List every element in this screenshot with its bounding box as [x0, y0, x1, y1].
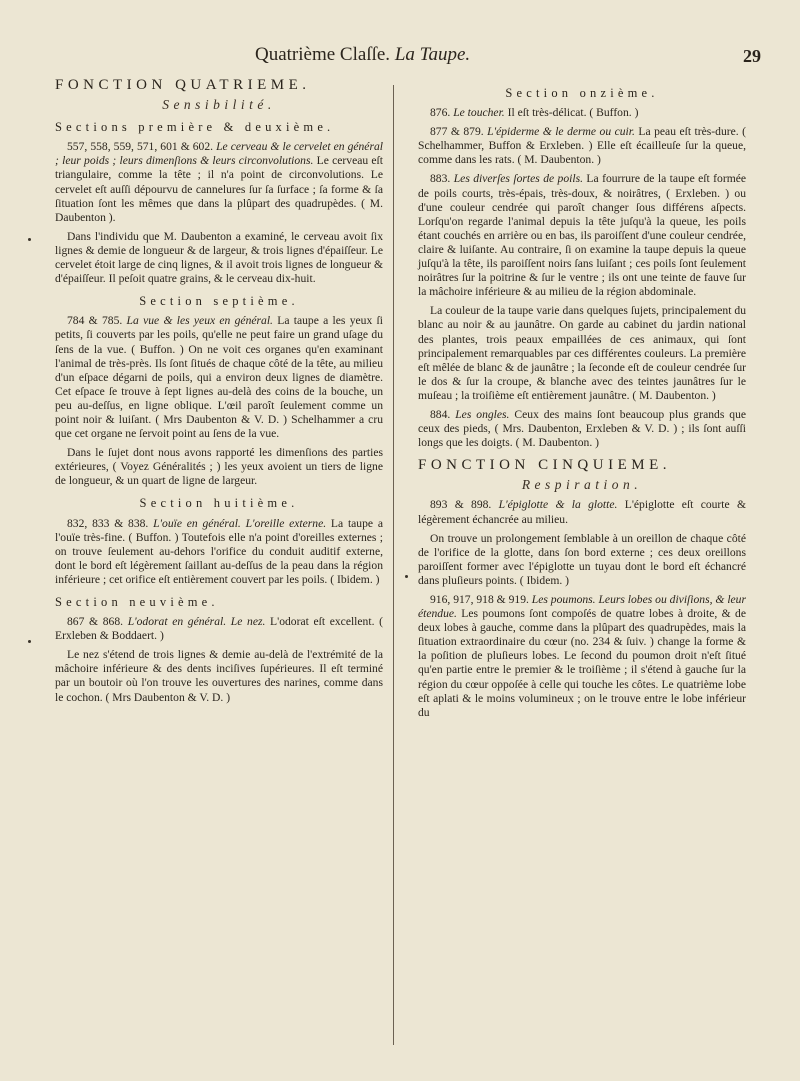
section-heading-9: Section neuvième. [55, 595, 219, 609]
margin-dot [28, 238, 31, 241]
section-heading-7: Section septième. [139, 294, 299, 309]
paragraph-topic: L'ouïe en général. L'oreille externe. [153, 516, 327, 530]
paragraph-number: 893 & 898. [430, 498, 499, 512]
paragraph [55, 615, 383, 643]
paragraph-text: L'épiglotte eſt courte & légèrement échancrée au milieu. [418, 498, 746, 526]
margin-dot [28, 640, 31, 643]
paragraph: La couleur de la taupe varie dans quelques ſujets, principalement du blanc au noir & au jaunâtre. On garde au cabinet du jardin national des plantes, trois peaux empaillées de ces animaux, qui ſont principalement remarquables par ces différentes couleurs. La première eſt mêlée de blanc & de jaunâtre ; la ſeconde eſt de couleur cendrée ſur le dos & ſur la croupe, & blanche avec des teintes jaunâtres ſur le muſeau ; la troiſième eſt entièrement jaunâtre. ( M. Daubenton. ) [418, 304, 746, 402]
paragraph: Dans le ſujet dont nous avons rapporté les dimenſions des parties extérieures, ( Voyez Généralités ; ) les yeux avoient un tiers de ligne de longueur, & un quart de ligne de largeur. [55, 446, 383, 488]
paragraph-topic: Le toucher. [453, 106, 505, 120]
paragraph-topic: Le cerveau & le cervelet en général ; leur poids ; leurs dimenſions & leurs circonvolutions. [55, 140, 383, 168]
paragraph [55, 140, 383, 225]
running-title-class: Quatrième Claſſe. [255, 44, 395, 65]
paragraph [55, 314, 383, 441]
paragraph-text: Ceux des mains ſont beaucoup plus grands que ceux des pieds, ( Mrs. Daubenton, Erxleben & V. D. ) ; ils ſont auſſi longs que les doigts. ( M. Daubenton. ) [418, 407, 747, 450]
right-column [418, 78, 746, 725]
paragraph: On trouve un prolongement ſemblable à un oreillon de chaque côté de l'orifice de la glotte, dans ſon bord externe ; ces deux oreillons paroiſſent former avec l'épiglotte un tuyau dont le bord eſt échancré dans pluſieurs points. ( Ibidem. ) [418, 531, 746, 587]
margin-dot [405, 575, 408, 578]
paragraph-topic: La vue & les yeux en général. [126, 314, 273, 328]
fonction-heading: FONCTION QUATRIEME. [55, 77, 311, 93]
paragraph-number: 884. [430, 407, 456, 421]
paragraph [418, 172, 746, 299]
subheading-respiration: Respiration. [521, 477, 643, 493]
paragraph-topic: Les ongles. [455, 407, 510, 421]
paragraph-text: L'odorat eſt excellent. ( Erxleben & Boddaert. ) [55, 615, 383, 643]
paragraph [418, 593, 746, 720]
paragraph-text: La taupe a les yeux ſi petits, ſi couverts par les poils, qu'elle ne peut faire un grand uſage du ſens de la vue. ( Buffon. ) On ne voit ces organes qu'en examinant l'animal de très-près. Ils ſont ſitués de chaque côté de la tête, au milieu d'un eſpace dégarni de poils, qui a environ deux lignes de diamètre. Cet eſpace ſe trouve à ſept lignes au-delà des coins de la bouche, un peu au-deſſus, en ligne oblique. L'œil paroît ſeulement comme un point noir & luiſant. ( Mrs Daubenton & V. D. ) Schelhammer a cru que cet organe ne ſervoit point au ſens de la vue. [55, 314, 383, 441]
section-heading-8: Section huitième. [139, 496, 299, 511]
paragraph-number: 557, 558, 559, 571, 601 & 602. [67, 140, 217, 154]
paragraph [55, 517, 383, 587]
paragraph [418, 408, 746, 450]
paragraph-topic: Les diverſes ſortes de poils. [453, 172, 584, 186]
paragraph: Le nez s'étend de trois lignes & demie au-delà de l'extrémité de la mâchoire inférieure & des dents inciſives ſupérieures. Il eſt terminé par un boutoir où l'on trouve les ouvertures des narines, comme dans le cochon. ( Mrs Daubenton & V. D. ) [55, 648, 383, 704]
fonction-heading: FONCTION CINQUIEME. [418, 457, 671, 474]
paragraph-number: 877 & 879. [430, 125, 488, 139]
running-title [255, 44, 470, 66]
paragraph-number: 784 & 785. [67, 314, 127, 328]
left-column [55, 78, 383, 710]
subheading-sensibilite: Sensibilité. [162, 97, 276, 113]
page-number: 29 [743, 46, 761, 66]
section-heading-1-2: Sections première & deuxième. [55, 120, 335, 135]
running-title-animal: La Taupe. [394, 44, 471, 65]
paragraph-number: 916, 917, 918 & 919. [430, 593, 532, 606]
paragraph-topic: L'odorat en général. Le nez. [127, 615, 266, 629]
paragraph-number: 883. [430, 172, 454, 186]
paragraph-text: Le cerveau eſt triangulaire, comme la tête ; il n'a point de circonvolutions. Le cervelet eſt auſſi dépourvu de cannelures ſur ſa ſurface ; ſa forme & ſa ſituation ſont les mêmes que dans la plûpart des quadrupèdes. ( M. Daubenton ). [55, 154, 383, 224]
section-heading-11: Section onzième. [505, 86, 659, 100]
paragraph [418, 498, 746, 526]
paragraph-topic: L'épiderme & le derme ou cuir. [487, 125, 635, 139]
paragraph [418, 106, 746, 120]
paragraph-number: 876. [430, 106, 454, 120]
paragraph-text: Il eſt très-délicat. ( Buffon. ) [504, 106, 639, 120]
running-head [0, 44, 800, 74]
paragraph-text: La peau eſt très-dure. ( Schelhammer, Buffon & Erxleben. ) Elle eſt écailleuſe ſur la queue, comme dans les rats. ( M. Daubenton. ) [418, 125, 746, 167]
paragraph-text: La taupe a l'ouïe très-fine. ( Buffon. ) Toutefois elle n'a point d'oreilles externes ; on trouve ſeulement au-dehors l'orifice du conduit auditif externe, dont le bord eſt légèrement ſaillant au-deſſus de la peau dans la région inférieure ; cet orifice eſt entièrement couvert par les poils. ( Ibidem. ) [55, 516, 383, 586]
paragraph-text: Les poumons ſont compoſés de quatre lobes à droite, & de deux lobes à gauche, comme dans la plûpart des quadrupèdes, mais la ſituation extraordinaire du cœur (no. 234 & ſuiv. ) change la forme & la poſition de pluſieurs lobes. Le ſecond du poumon droit n'eſt ſitué qu'en partie entre le premier & le troiſième ; il s'étend à gauche ſur la région du cœur oppoſée à celle qui touche les côtes. Le quatrième lobe eſt aplati & le moins volumineux ; on le trouve entre le lobe inférieur du [418, 607, 746, 719]
paragraph-number: 867 & 868. [67, 615, 128, 629]
paragraph-topic: Les poumons. Leurs lobes ou diviſions, & leur étendue. [418, 593, 746, 621]
paragraph: Dans l'individu que M. Daubenton a examiné, le cerveau avoit ſix lignes & demie de longueur & de largeur, & trois lignes d'épaiſſeur. Le cervelet étoit large de cinq lignes, & il avoit trois lignes de longueur & d'épaiſſeur. Il peſoit quatre grains, & le cerveau dix-huit. [55, 229, 383, 286]
paragraph-text: La fourrure de la taupe eſt formée de poils courts, très-épais, très-doux, & noirâtres, ( Erxleben. ) ou d'une couleur cendrée qui paroît changer ſous différens aſpects. Lorſqu'on regarde l'animal depuis la tête juſqu'à la queue, les poils étant couchés en arrière ou en bas, ils paroiſſent d'une couleur cendrée, claire & luiſante. Au contraire, ſi on examine la taupe depuis la queue juſqu'à la tête, ils paroiſſent noirs ſans luiſant ; ces poils ſont ſeulement noirâtres ſur la poitrine & ſur le ventre ; ils ont une teinte de fauve ſur la mâchoire inférieure & au milieu de la région abdominale. [418, 172, 746, 299]
paragraph-topic: L'épiglotte & la glotte. [498, 498, 618, 512]
paragraph-number: 832, 833 & 838. [67, 516, 154, 530]
paragraph [418, 125, 746, 167]
column-divider [393, 85, 394, 1045]
